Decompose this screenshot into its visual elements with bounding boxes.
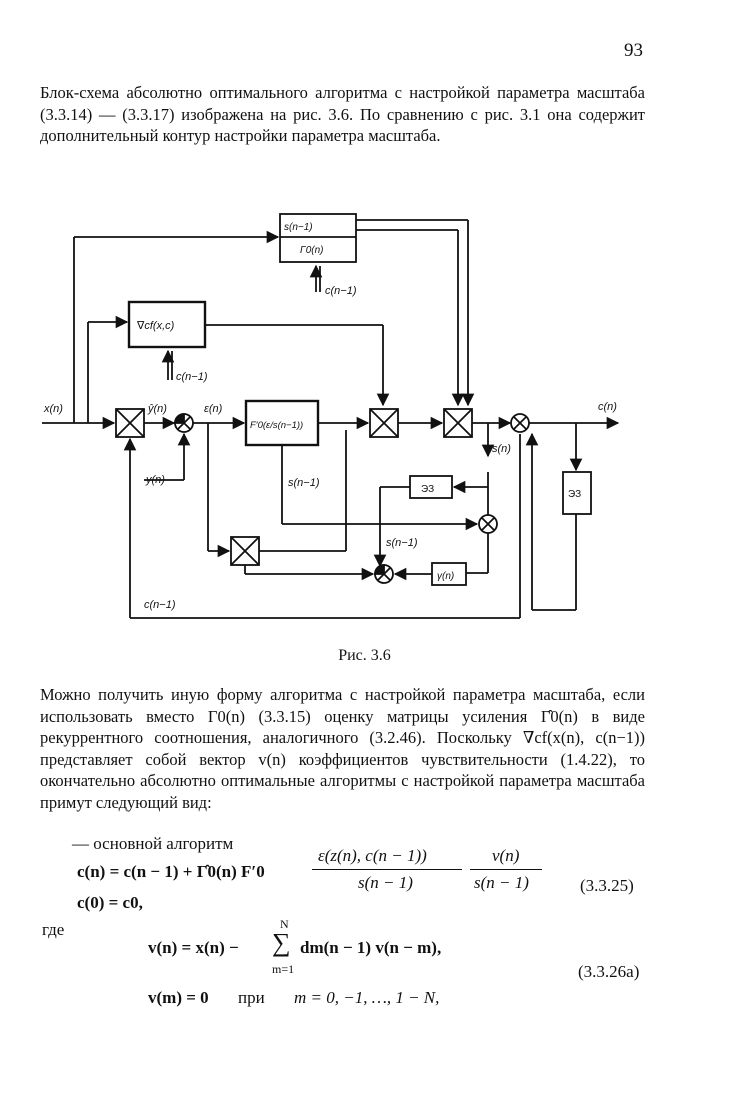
main-paragraph: Можно получить иную форму алгоритма с настройкой параметра масштаба, если использовать вместо Γ0(n) (3.3.15) оценку матрицы усиления Γ̂0(n) в виде рекуррентного соотношения, аналогичного (3.2.46). Поскольку ∇cf(x(n), c(n−1)) представляет собой вектор v(n) коэффициентов чувствительности (1.4.22), то окончательно абсолютно оптимальные алгоритмы с настройкой параметра масштаба примут следующий вид: (40, 685, 645, 812)
f-block-label: F′0(ε/s(n−1)) (250, 420, 304, 431)
intro-paragraph: Блок-схема абсолютно оптимального алгоритма с настройкой параметра масштаба (3.3.14) — (3.3.17) изображена на рис. 3.6. По сравнению с рис. 3.1 она содержит дополнительный контур настройки параметра масштаба. (40, 83, 645, 145)
label-s-n-1-mid: s(n−1) (386, 537, 418, 549)
label-c-n: c(n) (598, 401, 617, 413)
equation-1-lhs: c(n) = c(n − 1) + Γ̂0(n) F′0 (77, 862, 265, 881)
gamma-block-top-label: s(n−1) (284, 222, 313, 233)
equation-1-number: (3.3.25) (580, 876, 634, 895)
where-label: где (42, 920, 65, 939)
sum-top: N (280, 917, 289, 931)
figure-caption: Рис. 3.6 (338, 647, 391, 664)
equation-3-rhs: dm(n − 1) v(n − m), (300, 938, 442, 957)
label-x-n: x(n) (44, 403, 63, 415)
label-eps: ε(n) (204, 403, 223, 415)
equation-1-frac-den: s(n − 1) (358, 873, 413, 892)
equation-4: v(m) = 0 (148, 988, 209, 1007)
sum-bottom: m=1 (272, 962, 295, 976)
equation-2: c(0) = c0, (77, 893, 143, 912)
equation-4-cond: m = 0, −1, …, 1 − N, (294, 988, 440, 1007)
equation-3-number: (3.3.26a) (578, 962, 640, 981)
fraction-bar-2 (470, 869, 542, 870)
ez-block-label-1: ЭЗ (421, 484, 435, 495)
fraction-bar-1 (312, 869, 462, 870)
page-number: 93 (624, 40, 643, 61)
equation-1-frac-num: ε(z(n), c(n − 1)) (318, 846, 427, 865)
label-y-hat: ŷ(n) (148, 403, 167, 415)
equation-3-lhs: v(n) = x(n) − (148, 938, 239, 957)
label-y-n: y(n) (146, 474, 165, 486)
block-diagram (0, 190, 729, 640)
equation-4-when: при (238, 988, 265, 1007)
equation-1-tail-den: s(n − 1) (474, 873, 529, 892)
label-c-n-1-grad: c(n−1) (176, 371, 208, 383)
label-s-n-1-left: s(n−1) (288, 477, 320, 489)
label-c-n-1-bottom: c(n−1) (144, 599, 176, 611)
equation-intro: — основной алгоритм (72, 834, 234, 853)
sum-symbol: ∑ (272, 928, 291, 957)
gamma-block-bottom-label: Γ0(n) (300, 245, 324, 256)
ez-block-label-2: ЭЗ (568, 489, 582, 500)
grad-block-label: ∇cf(x,c) (137, 320, 175, 332)
gamma-small-block-label: γ(n) (437, 571, 455, 582)
label-c-n-1-top: c(n−1) (325, 285, 357, 297)
equation-1-tail-num: v(n) (492, 846, 520, 865)
label-s-n: s(n) (492, 443, 511, 455)
